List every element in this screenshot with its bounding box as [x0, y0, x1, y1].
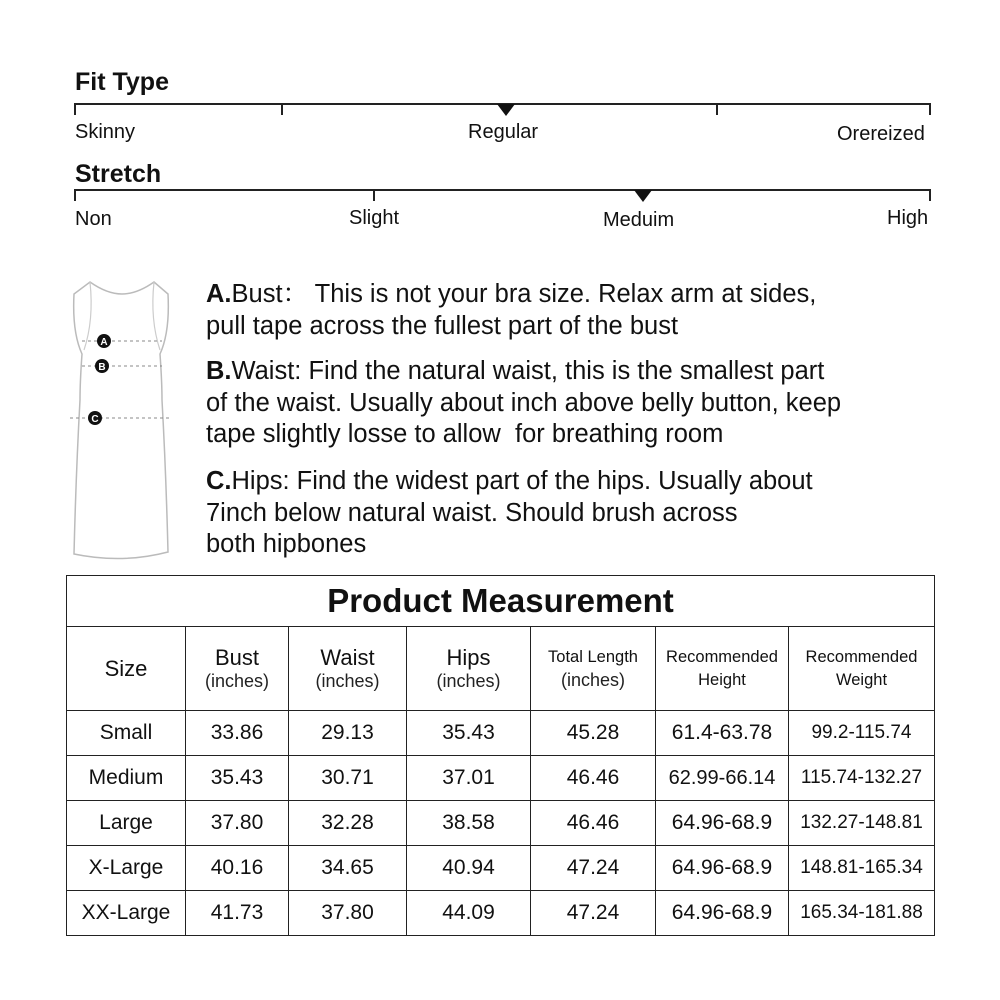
fit-type-label-skinny: Skinny: [75, 121, 136, 143]
header-length: [531, 627, 656, 711]
table-row: [67, 756, 935, 801]
cell-height: 62.99-66.14: [656, 756, 789, 801]
marker-a-label: A: [100, 337, 108, 348]
cell-weight: 99.2-115.74: [789, 711, 935, 756]
cell-bust: 33.86: [186, 711, 289, 756]
hips-text-3: both hipbones: [206, 530, 367, 558]
header-height: [656, 627, 789, 711]
cell-waist: 29.13: [289, 711, 407, 756]
bust-description: [206, 279, 946, 342]
header-weight-line2: Weight: [835, 670, 888, 689]
bust-prefix: A.: [206, 280, 232, 308]
cell-height: 61.4-63.78: [656, 711, 789, 756]
marker-a: [97, 334, 111, 348]
dress-diagram: [62, 272, 182, 564]
header-bust-unit: (inches): [204, 671, 270, 691]
cell-size: Medium: [67, 756, 186, 801]
fit-type-title: Fit Type: [75, 68, 169, 96]
marker-c-label: C: [91, 414, 99, 425]
header-waist-unit: (inches): [315, 671, 380, 691]
cell-bust: 37.80: [186, 801, 289, 846]
header-size: Size: [67, 627, 186, 711]
cell-height: 64.96-68.9: [656, 846, 789, 891]
cell-hips: 37.01: [407, 756, 531, 801]
stretch-label-slight: Slight: [349, 207, 400, 229]
marker-b-label: B: [98, 362, 106, 373]
header-length-label: Total Length: [548, 647, 638, 666]
cell-waist: 37.80: [289, 891, 407, 936]
table-row: [67, 846, 935, 891]
header-bust: [186, 627, 289, 711]
fit-type-label-regular: Regular: [468, 121, 539, 143]
header-hips: [407, 627, 531, 711]
table-row: [67, 801, 935, 846]
header-waist-label: Waist: [320, 645, 375, 670]
cell-hips: 44.09: [407, 891, 531, 936]
bust-text-1: Bust： This is not your bra size. Relax arm at sides,: [231, 280, 817, 308]
cell-waist: 34.65: [289, 846, 407, 891]
cell-hips: 35.43: [407, 711, 531, 756]
stretch-label-meduim: Meduim: [603, 209, 675, 231]
cell-height: 64.96-68.9: [656, 891, 789, 936]
cell-weight: 132.27-148.81: [789, 801, 935, 846]
stretch-tick: [74, 189, 76, 201]
cell-size: XX-Large: [67, 891, 186, 936]
stretch-label-non: Non: [75, 208, 112, 230]
header-waist: [289, 627, 407, 711]
waist-description: [206, 356, 946, 451]
cell-hips: 40.94: [407, 846, 531, 891]
cell-weight: 148.81-165.34: [789, 846, 935, 891]
bust-text-2: pull tape across the fullest part of the bust: [206, 311, 679, 340]
hips-prefix: C.: [206, 467, 232, 495]
measurement-table: [66, 575, 935, 936]
cell-size: X-Large: [67, 846, 186, 891]
header-hips-label: Hips: [446, 645, 491, 670]
header-weight: [789, 627, 935, 711]
cell-waist: 30.71: [289, 756, 407, 801]
stretch-tick: [929, 189, 931, 201]
table-title: Product Measurement: [67, 576, 935, 627]
cell-length: 46.46: [531, 801, 656, 846]
stretch-label-high: High: [887, 207, 929, 229]
cell-size: Small: [67, 711, 186, 756]
stretch-scale-line: [75, 189, 931, 191]
header-weight-line1: Recommended: [805, 647, 918, 666]
cell-height: 64.96-68.9: [656, 801, 789, 846]
cell-bust: 35.43: [186, 756, 289, 801]
cell-weight: 165.34-181.88: [789, 891, 935, 936]
waist-prefix: B.: [206, 357, 232, 385]
stretch-tick: [373, 189, 375, 201]
fit-type-tick: [716, 103, 718, 115]
cell-weight: 115.74-132.27: [789, 756, 935, 801]
cell-waist: 32.28: [289, 801, 407, 846]
header-length-unit: (inches): [560, 669, 626, 690]
table-row: [67, 891, 935, 936]
cell-length: 47.24: [531, 846, 656, 891]
header-bust-label: Bust: [214, 645, 260, 670]
table-row: [67, 711, 935, 756]
fit-type-label-orereized: Orereized: [837, 123, 925, 145]
cell-bust: 40.16: [186, 846, 289, 891]
cell-length: 46.46: [531, 756, 656, 801]
table-header-row: [67, 627, 935, 711]
cell-bust: 41.73: [186, 891, 289, 936]
fit-type-tick: [281, 103, 283, 115]
header-height-line2: Height: [698, 670, 746, 689]
cell-length: 47.24: [531, 891, 656, 936]
cell-size: Large: [67, 801, 186, 846]
fit-type-tick: [929, 103, 931, 115]
header-height-line1: Recommended: [666, 647, 778, 666]
marker-c: [88, 411, 102, 425]
waist-text-2: of the waist. Usually about inch above belly button, keep: [206, 388, 842, 417]
fit-type-selected-marker: [497, 104, 515, 116]
cell-length: 45.28: [531, 711, 656, 756]
cell-hips: 38.58: [407, 801, 531, 846]
stretch-selected-marker: [634, 190, 652, 202]
waist-text-3: tape slightly losse to allow for breathing room: [206, 420, 724, 448]
hips-text-2: 7inch below natural waist. Should brush across: [206, 498, 738, 527]
waist-text-1: Waist: Find the natural waist, this is the smallest part: [231, 357, 825, 385]
header-hips-unit: (inches): [436, 671, 501, 691]
fit-type-tick: [74, 103, 76, 115]
hips-description: [206, 466, 946, 561]
marker-b: [95, 359, 109, 373]
hips-text-1: Hips: Find the widest part of the hips. Usually about: [231, 467, 813, 495]
stretch-title: Stretch: [75, 160, 162, 188]
